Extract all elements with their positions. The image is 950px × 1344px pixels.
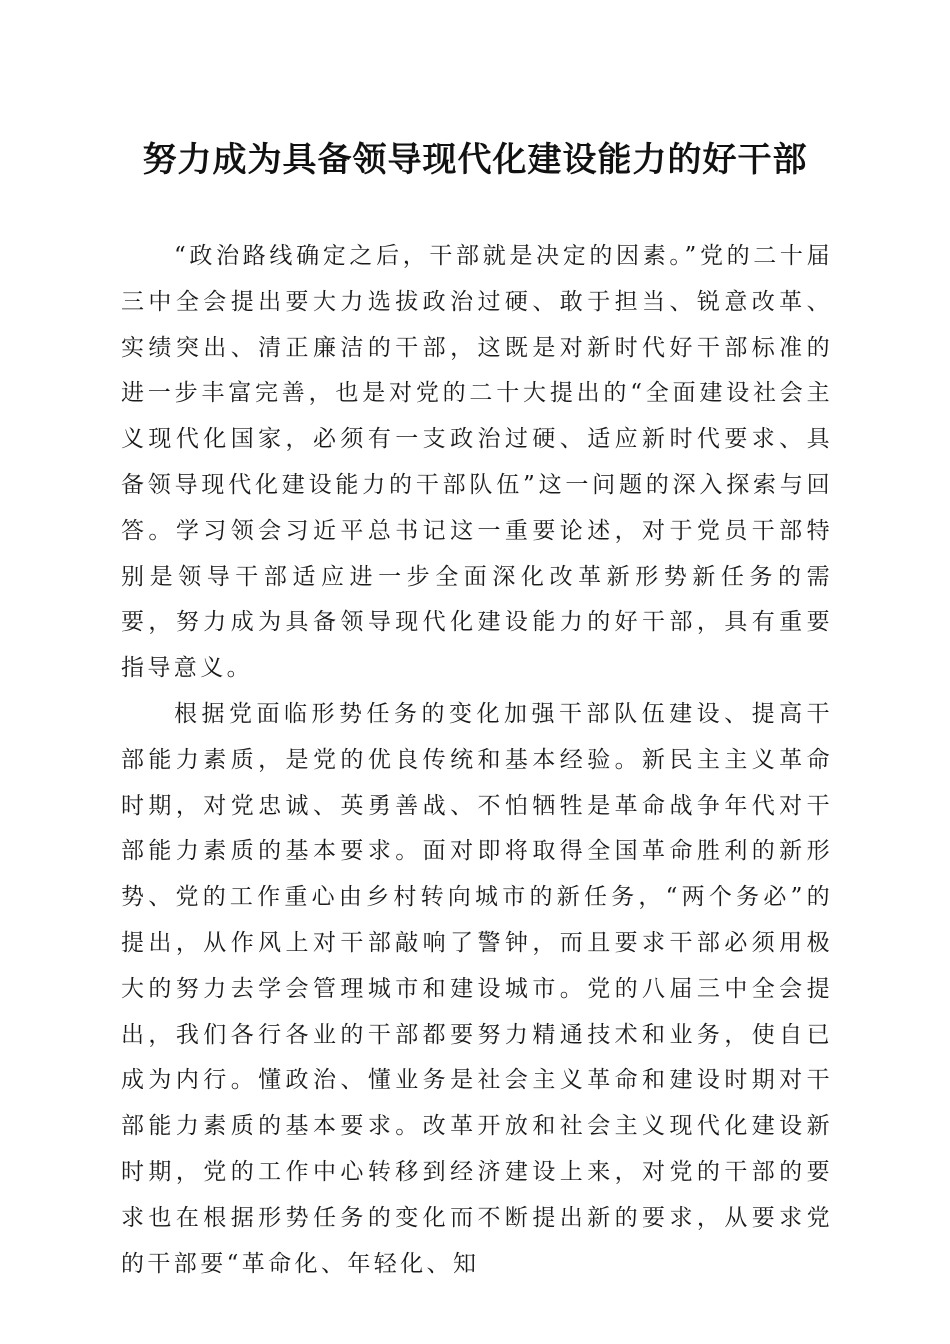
paragraph-1: “政治路线确定之后，干部就是决定的因素。”党的二十届三中全会提出要大力选拔政治过硬、敢于担当、锐意改革、实绩突出、清正廉洁的干部，这既是对新时代好干部标准的进一步丰富完善，也是对党的二十大提出的“全面建设社会主义现代化国家，必须有一支政治过硬、适应新时代要求、具备领导现代化建设能力的干部队伍”这一问题的深入探索与回答。学习领会习近平总书记这一重要论述，对于党员干部特别是领导干部适应进一步全面深化改革新形势新任务的需要，努力成为具备领导现代化建设能力的好干部，具有重要指导意义。: [121, 243, 833, 682]
document-title: 努力成为具备领导现代化建设能力的好干部: [142, 140, 808, 180]
paragraph-2: 根据党面临形势任务的变化加强干部队伍建设、提高干部能力素质，是党的优良传统和基本经验。新民主主义革命时期，对党忠诚、英勇善战、不怕牺牲是革命战争年代对干部能力素质的基本要求。面对即将取得全国革命胜利的新形势、党的工作重心由乡村转向城市的新任务，“两个务必”的提出，从作风上对干部敲响了警钟，而且要求干部必须用极大的努力去学会管理城市和建设城市。党的八届三中全会提出，我们各行各业的干部都要努力精通技术和业务，使自已成为内行。懂政治、懂业务是社会主义革命和建设时期对干部能力素质的基本要求。改革开放和社会主义现代化建设新时期，党的工作中心转移到经济建设上来，对党的干部的要求也在根据形势任务的变化而不断提出新的要求，从要求党的干部要“革命化、年轻化、知: [121, 700, 833, 1277]
document-body: [121, 234, 833, 1287]
